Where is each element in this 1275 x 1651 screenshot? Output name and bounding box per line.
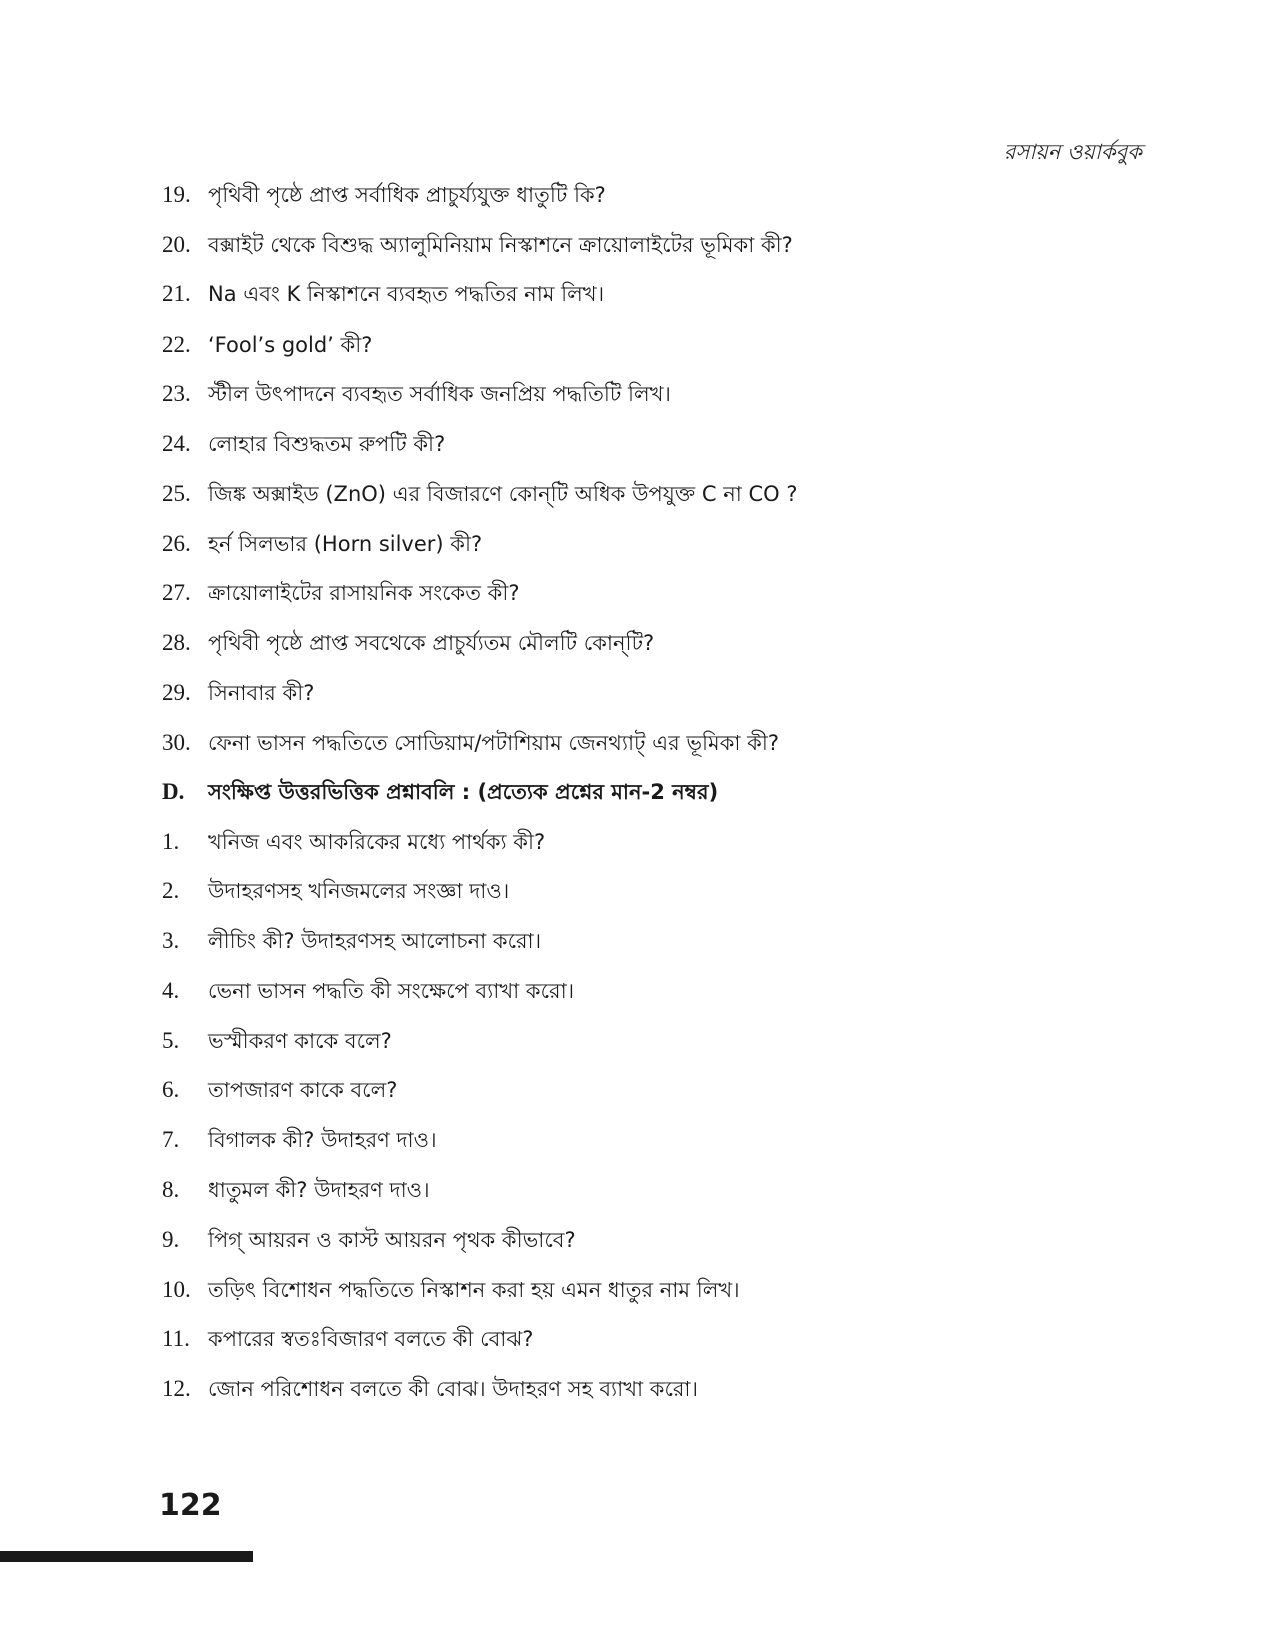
question-text: কপারের স্বতঃবিজারণ বলতে কী বোঝ? [208,1327,534,1351]
question-item [0,822,1275,862]
question-number: 21. [162,281,191,306]
question-number: 12. [162,1376,191,1401]
question-text: ‘Fool’s gold’ কী? [208,333,373,357]
section-title: সংক্ষিপ্ত উত্তরভিত্তিক প্রশ্নাবলি : (প্রত্যেক প্রশ্নের মান-2 নম্বর) [208,780,719,804]
question-text: তাপজারণ কাকে বলে? [208,1078,398,1102]
question-text: সিনাবার কী? [208,681,315,705]
question-text: Na এবং K নিস্কাশনে ব্যবহৃত পদ্ধতির নাম লিখ। [208,282,605,306]
question-text: স্টীল উৎপাদনে ব্যবহৃত সর্বাধিক জনপ্রিয় পদ্ধতিটি লিখ। [208,382,671,406]
question-number: 1. [162,829,180,854]
question-item [0,225,1275,265]
question-number: 30. [162,730,191,755]
question-item [0,274,1275,314]
question-number: 24. [162,431,191,456]
question-number: 6. [162,1077,180,1102]
question-item [0,673,1275,713]
question-text: উদাহরণসহ খনিজমলের সংজ্ঞা দাও। [208,879,510,903]
question-number: 9. [162,1227,180,1252]
question-text: জোন পরিশোধন বলতে কী বোঝ। উদাহরণ সহ ব্যাখা করো। [208,1377,699,1401]
question-text: তড়িৎ বিশোধন পদ্ধতিতে নিস্কাশন করা হয় এমন ধাতুর নাম লিখ। [208,1278,740,1302]
question-text: ক্রায়োলাইটের রাসায়নিক সংকেত কী? [208,581,520,605]
question-number: 28. [162,630,191,655]
question-text: ধাতুমল কী? উদাহরণ দাও। [208,1178,430,1202]
question-item [0,871,1275,911]
question-item [0,723,1275,763]
question-text: হর্ন সিলভার (Horn silver) কী? [208,532,483,556]
question-number: 25. [162,481,191,506]
question-number: 11. [162,1326,190,1351]
question-number: 23. [162,381,191,406]
question-number: 3. [162,928,180,953]
question-text: লোহার বিশুদ্ধতম রুপটি কী? [208,432,446,456]
question-text: বক্সাইট থেকে বিশুদ্ধ অ্যালুমিনিয়াম নিস্কাশনে ক্রায়োলাইটের ভূমিকা কী? [208,233,793,257]
section-heading [0,772,1275,812]
question-item [0,175,1275,215]
question-text: লীচিং কী? উদাহরণসহ আলোচনা করো। [208,929,542,953]
question-number: 4. [162,978,180,1003]
question-item [0,424,1275,464]
question-item [0,1220,1275,1260]
question-number: 27. [162,580,191,605]
section-label: D. [162,779,185,804]
question-item [0,1170,1275,1210]
question-item [0,1369,1275,1409]
question-item [0,325,1275,365]
question-item [0,921,1275,961]
question-number: 22. [162,332,191,357]
question-text: ভস্মীকরণ কাকে বলে? [208,1029,392,1053]
question-item [0,1070,1275,1110]
question-item [0,1120,1275,1160]
question-number: 19. [162,182,191,207]
question-number: 10. [162,1277,191,1302]
question-item [0,374,1275,414]
question-number: 7. [162,1127,180,1152]
question-text: ভেনা ভাসন পদ্ধতি কী সংক্ষেপে ব্যাখা করো। [208,979,575,1003]
question-text: ফেনা ভাসন পদ্ধতিতে সোডিয়াম/পটাশিয়াম জেনথ্যাট্‌ এর ভূমিকা কী? [208,731,779,755]
question-number: 26. [162,531,191,556]
question-text: পিগ্‌ আয়রন ও কাস্ট আয়রন পৃথক কীভাবে? [208,1228,576,1252]
question-number: 20. [162,232,191,257]
footer-rule [0,1551,253,1562]
page-number: 122 [159,1488,222,1523]
question-text: জিঙ্ক অক্সাইড (ZnO) এর বিজারণে কোন্‌টি অধিক উপযুক্ত C না CO ? [208,482,798,506]
question-item [0,474,1275,514]
question-text: বিগালক কী? উদাহরণ দাও। [208,1128,437,1152]
running-header: রসায়ন ওয়ার্কবুক [1003,140,1142,164]
question-text: পৃথিবী পৃষ্ঠে প্রাপ্ত সর্বাধিক প্রাচুর্য্যযুক্ত ধাতুটি কি? [208,183,606,207]
question-number: 8. [162,1177,180,1202]
question-item [0,623,1275,663]
question-item [0,1021,1275,1061]
question-item [0,971,1275,1011]
question-number: 2. [162,878,180,903]
question-text: খনিজ এবং আকরিকের মধ্যে পার্থক্য কী? [208,830,546,854]
question-item [0,1319,1275,1359]
question-number: 29. [162,680,191,705]
question-item [0,1270,1275,1310]
question-text: পৃথিবী পৃষ্ঠে প্রাপ্ত সবথেকে প্রাচুর্য্যতম মৌলটি কোন্‌টি? [208,631,655,655]
question-item [0,573,1275,613]
question-item [0,524,1275,564]
question-number: 5. [162,1028,180,1053]
